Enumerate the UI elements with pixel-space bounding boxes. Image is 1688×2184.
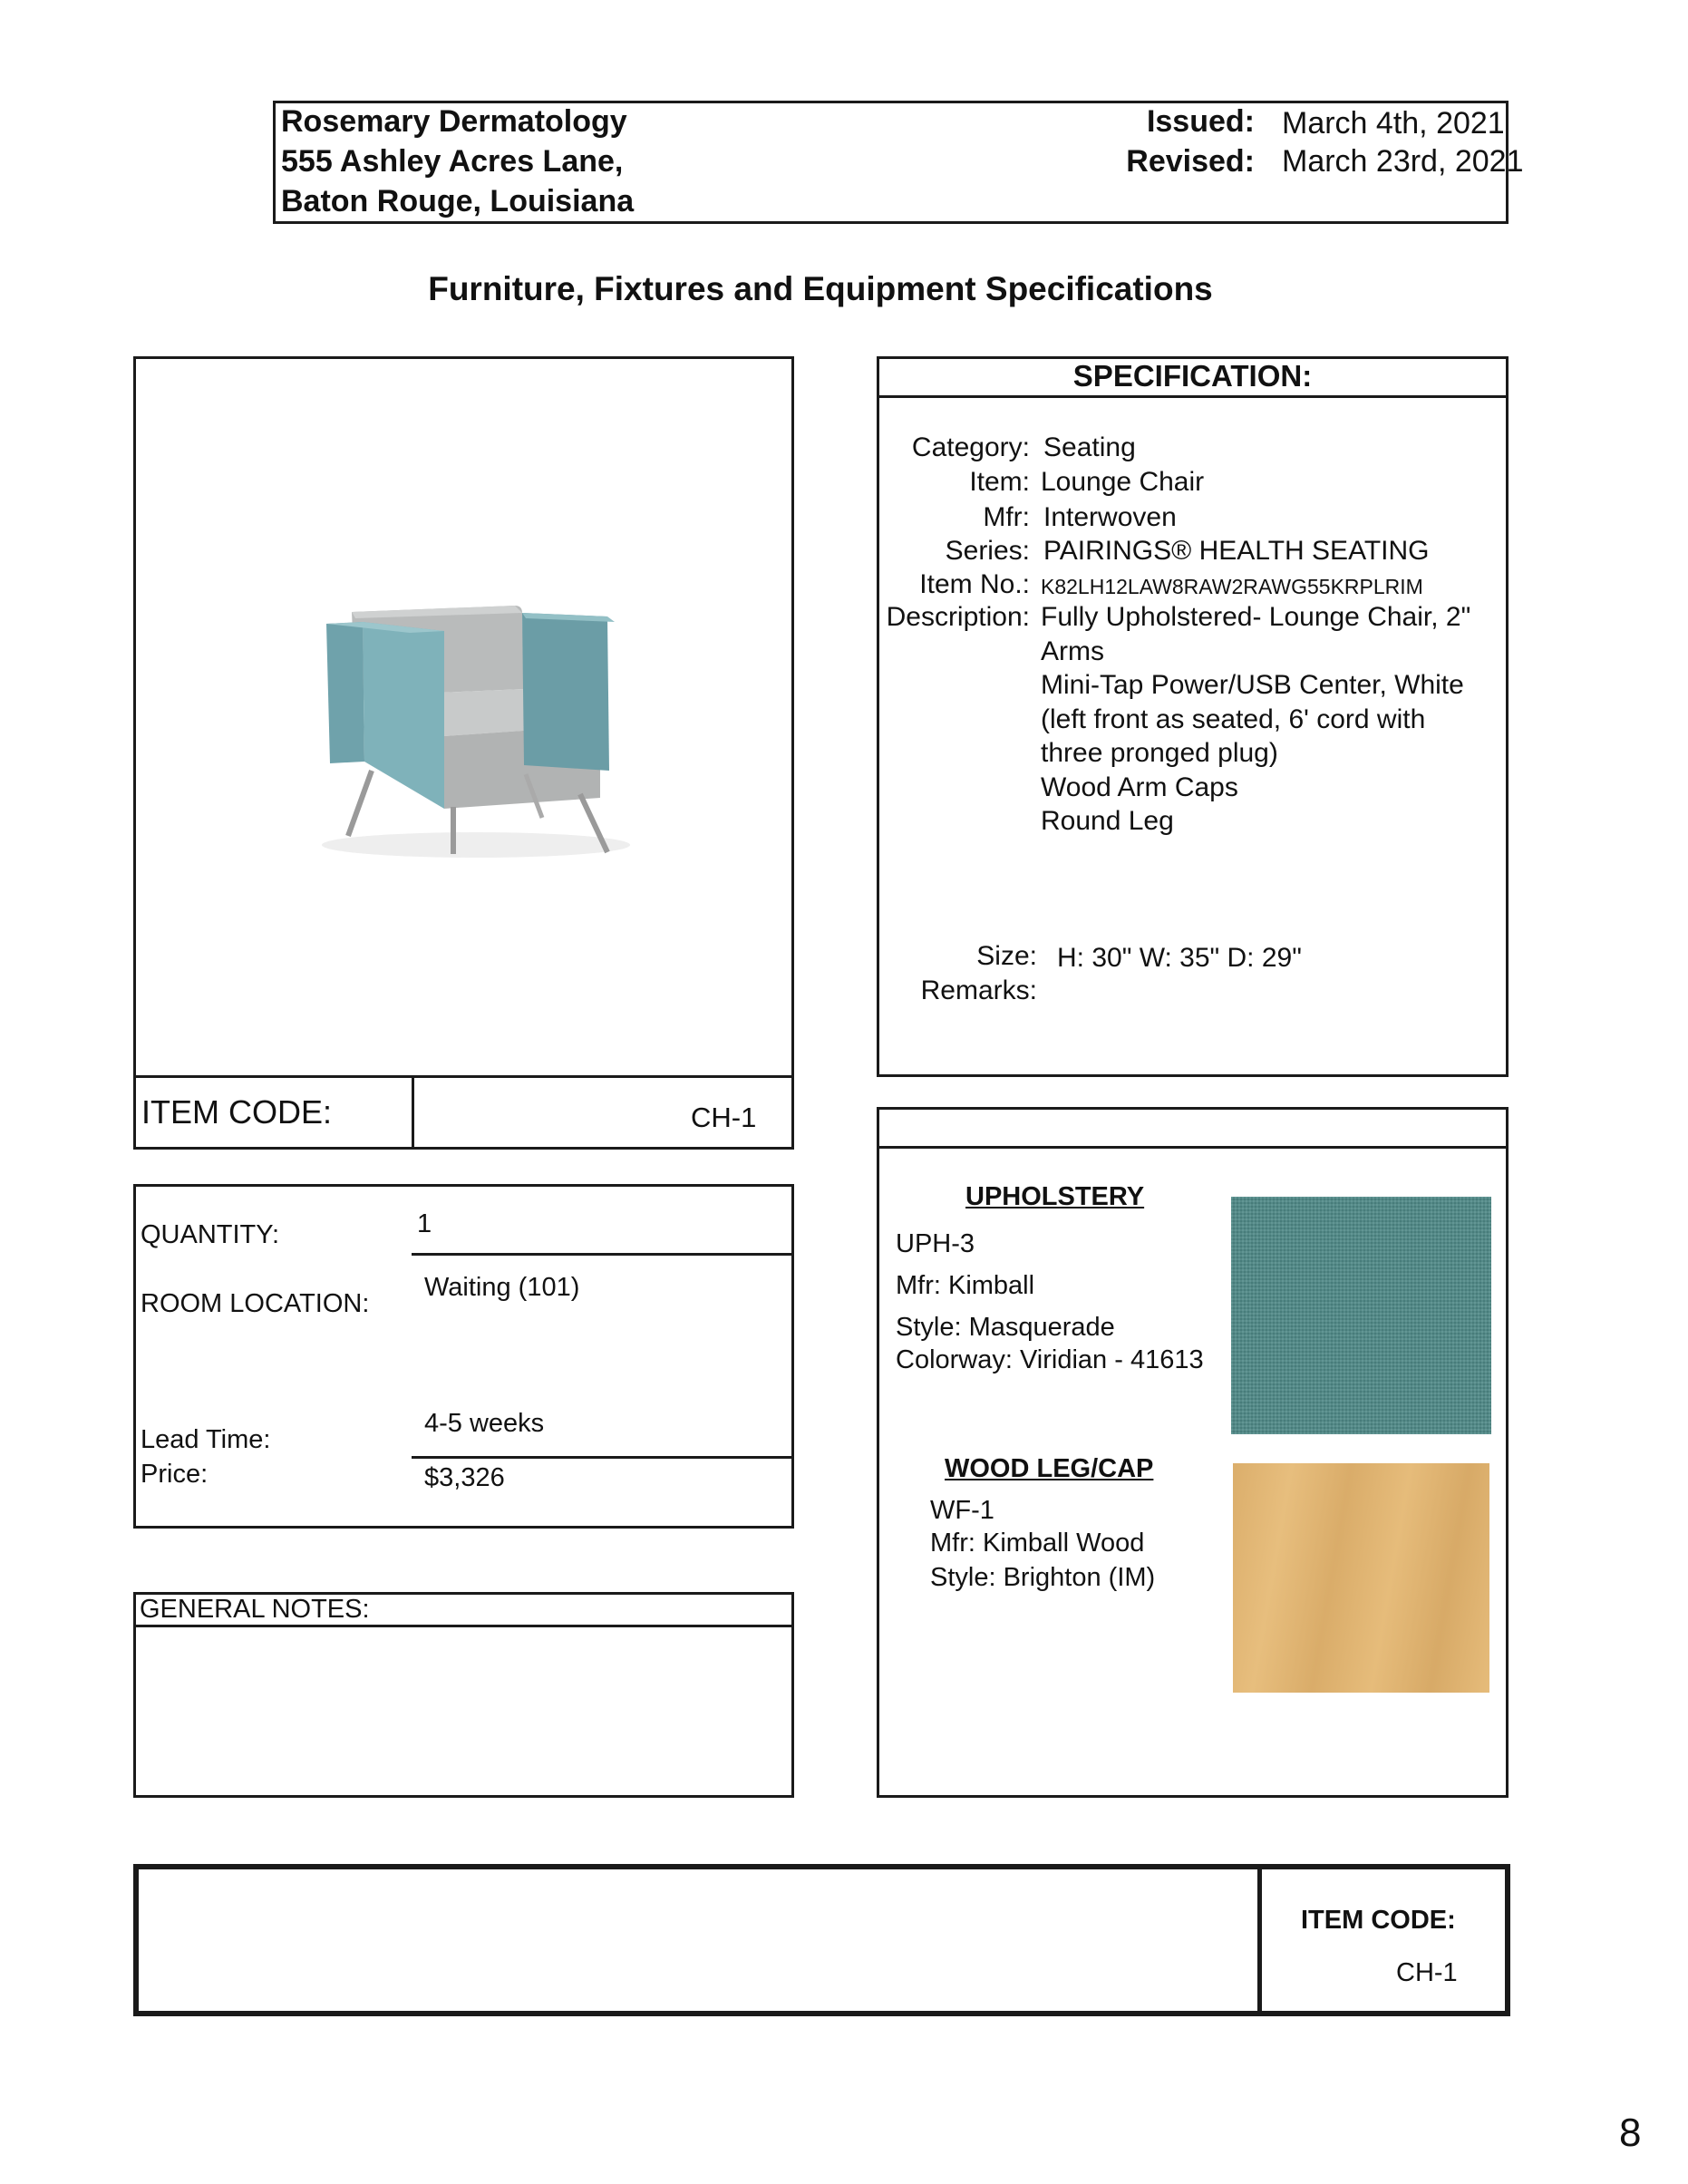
footer-item-code-label: ITEM CODE: xyxy=(1301,1906,1456,1935)
series-value: PAIRINGS® HEALTH SEATING xyxy=(1043,536,1430,566)
quantity-label: QUANTITY: xyxy=(141,1220,280,1249)
address-line-1: 555 Ashley Acres Lane, xyxy=(281,144,624,179)
item-code-value: CH-1 xyxy=(691,1102,757,1133)
page-number: 8 xyxy=(1619,2111,1642,2155)
item-label: Item: xyxy=(969,467,1030,497)
quantity-value: 1 xyxy=(417,1209,432,1238)
upholstery-code: UPH-3 xyxy=(896,1229,975,1258)
wood-heading: WOOD LEG/CAP xyxy=(945,1454,1154,1483)
revised-date: March 23rd, 2021 xyxy=(1282,144,1524,179)
page-title: Furniture, Fixtures and Equipment Specifications xyxy=(428,270,1213,307)
upholstery-heading: UPHOLSTERY xyxy=(965,1182,1145,1211)
wood-code: WF-1 xyxy=(930,1496,994,1525)
description-line: (left front as seated, 6' cord with xyxy=(1041,704,1426,734)
specification-divider xyxy=(877,395,1509,398)
footer-box xyxy=(133,1864,1510,2016)
price-value: $3,326 xyxy=(424,1463,505,1492)
size-label: Size: xyxy=(976,941,1037,971)
header-address xyxy=(281,102,634,221)
lead-time-label: Lead Time: xyxy=(141,1425,271,1454)
room-location-label: ROOM LOCATION: xyxy=(141,1289,370,1318)
description-label: Description: xyxy=(886,602,1030,632)
upholstery-swatch xyxy=(1231,1197,1491,1434)
company-name: Rosemary Dermatology xyxy=(281,104,627,139)
issued-label: Issued: xyxy=(1146,104,1255,139)
room-location-value: Waiting (101) xyxy=(424,1273,580,1302)
description-line: Arms xyxy=(1041,636,1104,666)
item-code-label: ITEM CODE: xyxy=(141,1093,333,1131)
mfr-label: Mfr: xyxy=(983,502,1030,532)
item-value: Lounge Chair xyxy=(1041,467,1205,497)
quantity-underline xyxy=(412,1253,794,1256)
revised-label: Revised: xyxy=(1126,144,1255,179)
remarks-label: Remarks: xyxy=(920,976,1037,1005)
wood-swatch xyxy=(1233,1463,1489,1693)
chair-image xyxy=(308,580,644,875)
series-label: Series: xyxy=(945,536,1030,566)
wood-style: Style: Brighton (IM) xyxy=(930,1563,1156,1592)
footer-divider xyxy=(1257,1864,1262,2016)
lead-time-value: 4-5 weeks xyxy=(424,1409,545,1438)
description-line: Mini-Tap Power/USB Center, White xyxy=(1041,670,1464,700)
footer-item-code-value: CH-1 xyxy=(1396,1958,1458,1987)
mfr-value: Interwoven xyxy=(1043,502,1177,532)
size-value: H: 30" W: 35" D: 29" xyxy=(1057,943,1302,973)
category-label: Category: xyxy=(911,432,1030,462)
price-label: Price: xyxy=(141,1460,209,1489)
upholstery-mfr: Mfr: Kimball xyxy=(896,1271,1035,1300)
upholstery-colorway: Colorway: Viridian - 41613 xyxy=(896,1345,1204,1374)
finishes-divider xyxy=(877,1146,1509,1149)
address-line-2: Baton Rouge, Louisiana xyxy=(281,184,635,218)
description-line: Round Leg xyxy=(1041,806,1174,836)
upholstery-style: Style: Masquerade xyxy=(896,1313,1115,1342)
description-lines xyxy=(1041,600,1470,839)
description-line: Fully Upholstered- Lounge Chair, 2" xyxy=(1041,602,1471,632)
description-line: three pronged plug) xyxy=(1041,738,1278,768)
general-notes-label: GENERAL NOTES: xyxy=(140,1595,370,1624)
item-number-value: K82LH12LAW8RAW2RAWG55KRPLRIM xyxy=(1041,575,1423,598)
category-value: Seating xyxy=(1043,432,1136,462)
wood-mfr: Mfr: Kimball Wood xyxy=(930,1529,1145,1558)
description-line: Wood Arm Caps xyxy=(1041,772,1238,802)
item-number-label: Item No.: xyxy=(919,569,1030,599)
issued-date: March 4th, 2021 xyxy=(1282,106,1505,141)
price-overline xyxy=(412,1456,794,1459)
item-code-divider xyxy=(412,1075,414,1150)
specification-heading: SPECIFICATION: xyxy=(1072,359,1313,393)
